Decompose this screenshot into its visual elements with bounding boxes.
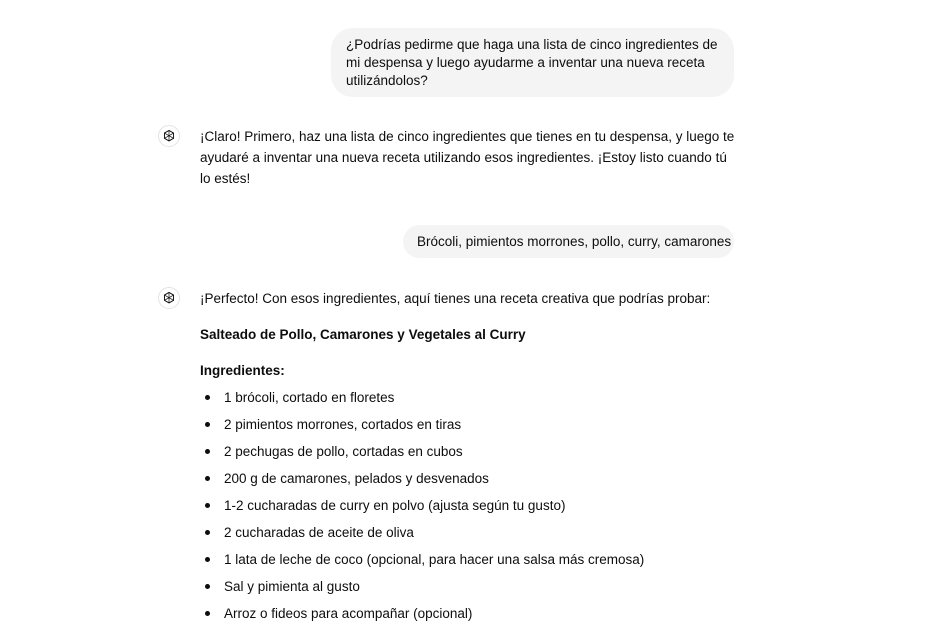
recipe-title: Salteado de Pollo, Camarones y Vegetales al Curry <box>200 327 526 342</box>
ingredient-text: Sal y pimienta al gusto <box>224 579 360 594</box>
bullet-icon <box>205 476 210 481</box>
ingredient-text: Arroz o fideos para acompañar (opcional) <box>224 606 473 621</box>
user-message-text: Brócoli, pimientos morrones, pollo, curry, camarones <box>417 234 732 249</box>
assistant-logo-icon <box>162 291 176 305</box>
ingredient-text: 2 cucharadas de aceite de oliva <box>224 525 414 540</box>
assistant-message: ¡Claro! Primero, haz una lista de cinco ingredientes que tienes en tu despensa, y luego te ayudaré a inventar una nueva receta utilizando esos ingredientes. ¡Estoy listo cuando tú lo estés! <box>200 129 735 186</box>
user-message-bubble <box>403 225 734 258</box>
bullet-icon <box>205 530 210 535</box>
bullet-icon <box>205 422 210 427</box>
assistant-logo-icon <box>162 129 176 143</box>
ingredient-text: 1 lata de leche de coco (opcional, para hacer una salsa más cremosa) <box>224 552 645 567</box>
assistant-avatar <box>158 287 180 309</box>
assistant-message-intro: ¡Perfecto! Con esos ingredientes, aquí tienes una receta creativa que podrías probar: <box>200 291 711 306</box>
ingredient-text: 1-2 cucharadas de curry en polvo (ajusta según tu gusto) <box>224 498 566 513</box>
ingredient-item <box>200 441 644 468</box>
user-message-bubble <box>331 28 734 97</box>
ingredient-item <box>200 549 644 576</box>
bullet-icon <box>205 503 210 508</box>
ingredient-item <box>200 603 644 630</box>
ingredient-item <box>200 522 644 549</box>
bullet-icon <box>205 449 210 454</box>
ingredient-item <box>200 468 644 495</box>
ingredient-text: 2 pimientos morrones, cortados en tiras <box>224 417 462 432</box>
ingredient-item <box>200 576 644 603</box>
ingredient-item <box>200 495 644 522</box>
bullet-icon <box>205 584 210 589</box>
assistant-avatar <box>158 125 180 147</box>
bullet-icon <box>205 557 210 562</box>
ingredients-heading: Ingredientes: <box>200 363 285 378</box>
ingredient-item <box>200 414 644 441</box>
ingredient-item <box>200 387 644 414</box>
user-message-text: ¿Podrías pedirme que haga una lista de cinco ingredientes de mi despensa y luego ayudarme a inventar una nueva receta utilizándolos? <box>346 37 718 88</box>
bullet-icon <box>205 395 210 400</box>
ingredients-list <box>200 387 644 630</box>
ingredient-text: 1 brócoli, cortado en floretes <box>224 390 395 405</box>
bullet-icon <box>205 611 210 616</box>
ingredient-text: 2 pechugas de pollo, cortadas en cubos <box>224 444 463 459</box>
ingredient-text: 200 g de camarones, pelados y desvenados <box>224 471 489 486</box>
